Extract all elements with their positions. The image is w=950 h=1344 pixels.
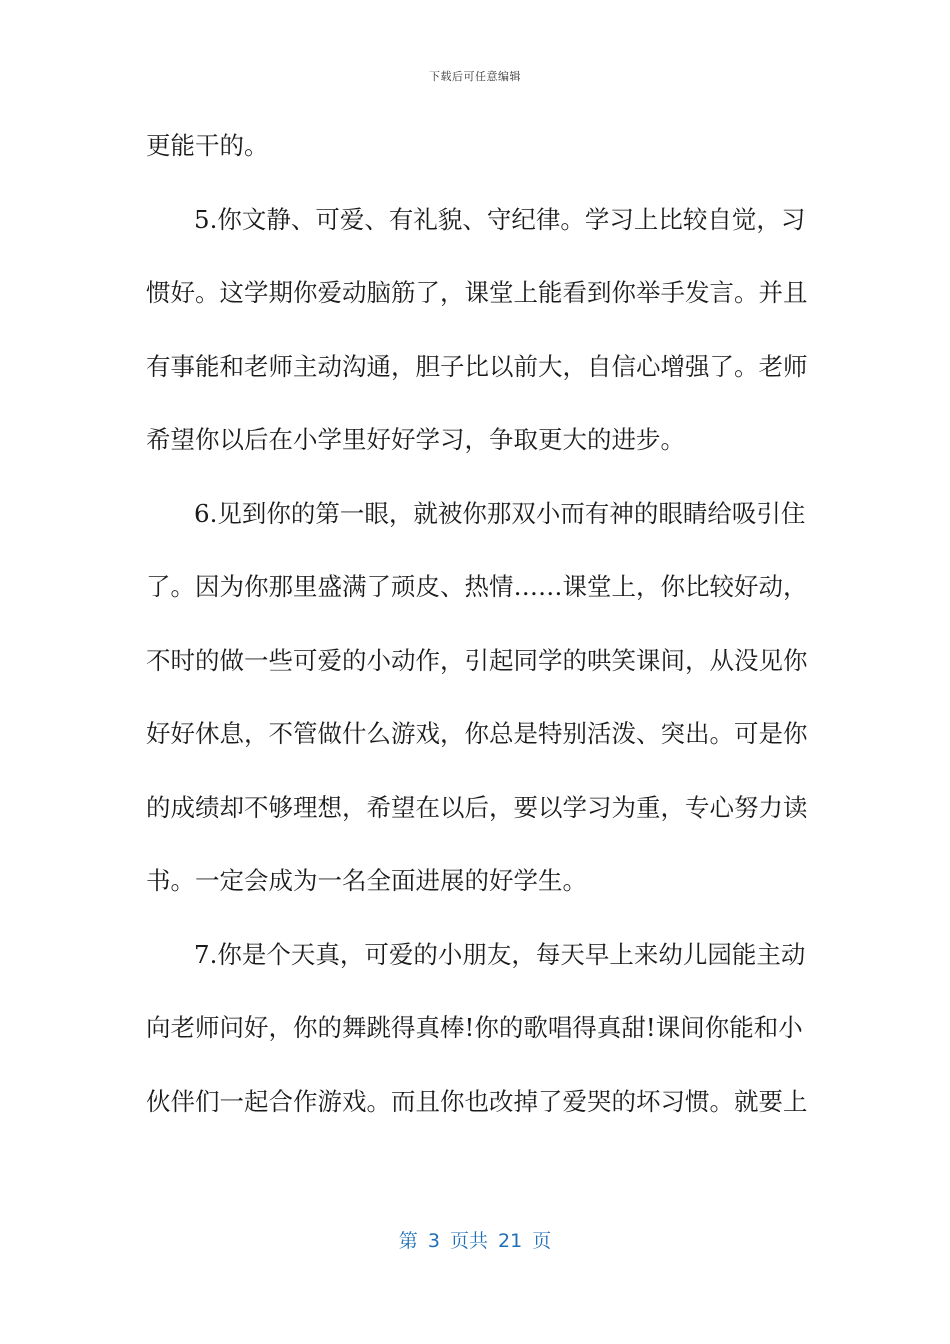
text-line: 书。一定会成为一名全面进展的好学生。	[146, 866, 587, 895]
text-line: 6.见到你的第一眼，就被你那双小而有神的眼睛给吸引住	[194, 498, 806, 528]
page-footer	[0, 1226, 950, 1253]
page-number: 第 3 页共 21 页	[398, 1230, 552, 1252]
text-line: 向老师问好，你的舞跳得真棒!你的歌唱得真甜!课间你能和小	[146, 1013, 803, 1042]
text-line: 有事能和老师主动沟通，胆子比以前大，自信心增强了。老师	[146, 351, 808, 381]
text-line: 希望你以后在小学里好好学习，争取更大的进步。	[146, 425, 685, 454]
text-line: 5.你文静、可爱、有礼貌、守纪律。学习上比较自觉，习	[194, 204, 806, 234]
text-line: 伙伴们一起合作游戏。而且你也改掉了爱哭的坏习惯。就要上	[146, 1086, 808, 1116]
page-header: 下载后可任意编辑	[429, 70, 521, 83]
body-text	[146, 118, 808, 1147]
text-line: 惯好。这学期你爱动脑筋了，课堂上能看到你举手发言。并且	[146, 278, 808, 307]
text-line: 更能干的。	[146, 131, 269, 160]
text-line: 不时的做一些可爱的小动作，引起同学的哄笑课间，从没见你	[146, 645, 808, 675]
text-line: 了。因为你那里盛满了顽皮、热情……课堂上，你比较好动，	[146, 572, 808, 601]
text-line: 好好休息，不管做什么游戏，你总是特别活泼、突出。可是你	[146, 719, 808, 748]
text-line: 7.你是个天真，可爱的小朋友，每天早上来幼儿园能主动	[194, 939, 806, 969]
text-line: 的成绩却不够理想，希望在以后，要以学习为重，专心努力读	[146, 792, 808, 822]
